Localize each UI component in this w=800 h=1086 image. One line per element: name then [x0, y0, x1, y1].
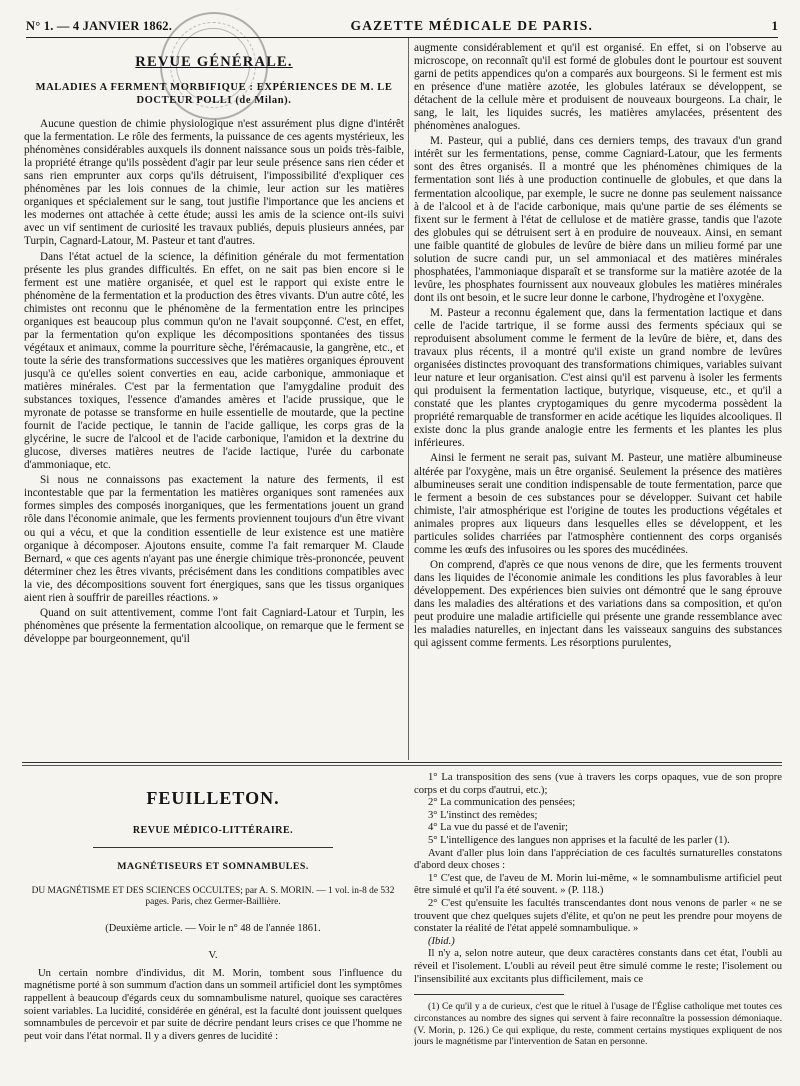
article-paragraph: M. Pasteur, qui a publié, dans ces derniers temps, des travaux d'un grand intérêt sur les fermentations, pense, comme Cagniard-Latour, que les ferments sont des êtres organisés. Il a montré que les phénomènes chimiques de la fermentation sont liés à une production continuelle de globules, et que dans la fermentation alcoolique, par exemple, le sucre ne donne pas seulement naissance à de l'alcool et à de l'acide carbonique, mais qu'une partie de ses éléments se fixent sur le ferment à l'état de cellulose et de matière grasse, tandis que l'azote des globules qui se détruisent sert à en produire de nouveaux. Ainsi, en semant une faible quantité de globules de levûre de bière dans un milieu formé par une solution de sucre candi pur, un sel ammoniacal et des matières minérales phosphatées, l'ammoniaque disparaît et se transforme sur la matière azotée de la levûre, les phosphates fournissent aux nouveaux globules les matières minérales dont ils ont besoin, et le sucre leur donne le carbone, l'hydrogène et l'oxygène. — [414, 135, 782, 304]
ibid-reference: (Ibid.) — [428, 935, 455, 947]
lucidity-item: 2° La communication des pensées; — [428, 797, 576, 809]
article-paragraph: On comprend, d'après ce que nous venons de dire, que les ferments trouvent dans les liquides de l'économie animale les conditions les plus favorables à leur développement. Des expériences bien suivies ont démontré que le sang éprouve dans les maladies des altérations et des variations dans sa composition, et qu'on peut produire une maladie artificielle qui présente une grande ressemblance avec les maladies naturelles, en injectant dans les vaisseaux sanguins des substances qui agissent comme ferments. Les résorptions purulentes, — [414, 558, 782, 650]
page-number: 1 — [771, 18, 778, 33]
issue-date: N° 1. — 4 JANVIER 1862. — [26, 19, 173, 33]
revue-left-column — [24, 42, 404, 758]
article-paragraph: augmente considérablement et qu'il est organisé. En effet, si on l'observe au microscope, on reconnaît qu'il est formé de globules dont le pourtour est souvent garni de petits appendices qu'on a comparés aux bourgeons. Si le ferment est mis en présence d'une matière azotée, les globules latéraux se développent, se détachent de la cellule mère et produisent de nouveaux bourgeons. La chair, le sang, le lait, les liquides sucrés, les matières amylacées, présentent des phénomènes analogues. — [414, 42, 782, 133]
feuilleton-point: 2° C'est qu'ensuite les facultés transcendantes dont nous venons de parler « ne se trouvent que chez quelques sujets d'élite, et qu'on ne peut les prendre pour moyens de constater la réalité de l'état appelé somnambulique. » — [414, 897, 782, 935]
section-number: V. — [208, 949, 218, 962]
article-paragraph: Aucune question de chimie physiologique n'est assurément plus digne d'intérêt que la fermentation. Le rôle des ferments, la puissance de ces agents mystérieux, les phénomènes considérables auxquels ils donnent naissance sous un poids très-faible, la propriété étrange qu'ils possèdent d'agir par leur seule présence sans rien céder et sans rien emprunter aux corps qu'ils détruisent, l'impossibilité d'expliquer ces phénomènes par les lois connues de la chimie, leur action sur les matières organiques et spécialement sur le sang, tout justifie l'importance que les anciens et les modernes ont attachée à cette étude; aussi les amis de la science ont-ils suivi avec un vif sentiment de curiosité les travaux publiés, depuis plusieurs années, par Turpin, Cagnard-Latour, M. Pasteur et tant d'autres. — [24, 118, 404, 248]
lucidity-item: 4° La vue du passé et de l'avenir; — [428, 822, 568, 834]
feuilleton-rubric: REVUE MÉDICO-LITTÉRAIRE. — [132, 824, 294, 836]
newspaper-title: GAZETTE MÉDICALE DE PARIS. — [350, 18, 594, 33]
section-divider — [22, 762, 782, 763]
feuilleton-paragraph: Il n'y a, selon notre auteur, que deux caractères constants dans cet état, l'oubli au réveil et l'isolement. L'oubli au réveil peut être simulé comme le reste; l'isolement ou l'insensibilité aux excitants plus difficilement, mais ce — [414, 948, 782, 985]
short-rule — [93, 847, 333, 848]
feuilleton-paragraph: Un certain nombre d'individus, dit M. Morin, tombent sous l'influence du magnétisme porté à son summum d'action dans un sommeil artificiel dont les symptômes rappellent à beaucoup d'égards ceux du somnambulisme naturel, quoique ses caractères soient variables. La lucidité, considérée en général, est la faculté dont jouissent quelques somnambules de percevoir et par suite de décrire pendant leurs crises ce que l'homme ne peut voir dans l'état normal. Il y a divers genres de lucidité : — [24, 967, 402, 1042]
column-rule — [408, 38, 409, 760]
feuilleton-heading: MAGNÉTISEURS ET SOMNAMBULES. — [117, 861, 309, 873]
revue-right-column — [414, 42, 782, 758]
lucidity-item: 3° L'instinct des remèdes; — [428, 809, 538, 821]
lucidity-item: 5° L'intelligence des langues non apprises et la faculté de les parler (1). — [428, 834, 730, 846]
footnote-rule — [414, 994, 564, 995]
section-title: REVUE GÉNÉRALE. — [135, 54, 293, 70]
lucidity-item: 1° La transposition des sens (vue à travers les corps opaques, vue de son propre corps et du corps d'autrui, etc.); — [414, 772, 782, 796]
book-reference: DU MAGNÉTISME ET DES SCIENCES OCCULTES; par A. S. MORIN. — 1 vol. in-8 de 532 pages. Paris, chez Germer-Baillière. — [31, 885, 395, 908]
feuilleton-paragraph: Avant d'aller plus loin dans l'appréciation de ces facultés surnaturelles constatons d'abord deux choses : — [414, 847, 782, 872]
article-note: (Deuxième article. — Voir le n° 48 de l'année 1861. — [105, 922, 321, 934]
article-paragraph: Quand on suit attentivement, comme l'ont fait Cagniard-Latour et Turpin, les phénomènes que présente la fermentation alcoolique, on remarque que le ferment se développe par bourgeonnement, qu'il — [24, 606, 404, 645]
feuilleton-title: FEUILLETON. — [146, 788, 280, 808]
feuilleton-right-column — [414, 772, 782, 1082]
article-paragraph: Si nous ne connaissons pas exactement la nature des ferments, il est incontestable que par la fermentation les matières organiques sont ramenées aux formes simples des composés inorganiques, que les fermentations jouent un grand rôle dans l'économie animale, que les ferments proviennent toujours d'un être vivant ou qui a vécu, et que la condition essentielle de leur existence est une matière organique à décomposer. Ajoutons ensuite, comme l'a fait remarquer M. Claude Bernard, « que ces agents n'ayant pas une énergie chimique très-prononcée, peuvent déterminer chez les êtres vivants, précisément dans les conditions compatibles avec la vie, des décompositions souvent fort énergiques, sans que les tissus organiques aient rien à souffrir de pareilles réactions. » — [24, 474, 404, 604]
article-paragraph: Ainsi le ferment ne serait pas, suivant M. Pasteur, une matière albumineuse altérée par l'oxygène, mais un être organisé. Seulement la présence des matières albumineuses serait une condition indispensable de toute fermentation, parce que le ferment a besoin de ces substances pour se développer. Suivant cet habile chimiste, l'air atmosphérique est l'origine de toutes les productions végétales et animales propres aux liqueurs dans lesquelles elles se développent, et les particules solides charriées par l'atmosphère contiennent des corps organisés comme les œufs des infusoires ou les spores des mucédinées. — [414, 452, 782, 556]
article-paragraph: Dans l'état actuel de la science, la définition générale du mot fermentation présente les plus grandes difficultés. En effet, on ne sait pas bien encore si le ferment est une matière organisée, et quel est le rapport qui existe entre le phénomène de la fermentation et la production des êtres vivants. D'un autre côté, les chimistes ont reconnu que le phénomène de la fermentation entre les principes organiques est beaucoup plus commun qu'on ne l'avait soupçonné. C'est, en effet, par la fermentation qu'on explique les décompositions spontanées des tissus végétaux et animaux, comme la pourriture sèche, l'érémacausie, la gangrène, etc., et toute la série des transformations successives que les matières organiques éprouvent jusqu'à ce qu'elles soient converties en eau, acide carbonique, ammoniaque et matières minérales. C'est par la fermentation que l'amygdaline produit des substances toxiques, l'essence d'amandes amères et l'acide prussique, que le myronate de potasse se transforme en huile essentielle de moutarde, que la pectine fournit de l'acide pectique, le tannin de l'acide gallique, les corps gras de la glycérine, le sucre de l'alcool et de l'acide carbonique, l'amidon et la dextrine du glucose, diverses matières neutres de l'acide lactique, l'urée du carbonate d'ammoniaque, etc. — [24, 250, 404, 472]
footnote: (1) Ce qu'il y a de curieux, c'est que le rituel à l'usage de l'Église catholique met toutes ces circonstances au nombre des signes qui servent à faire reconnaître la possession démoniaque. (V. Morin, p. 126.) Ce qui explique, du reste, comment certains mystiques expliquent de nos jours le magnétisme par l'intervention de Satan en personne. — [414, 1001, 782, 1048]
masthead — [26, 8, 778, 38]
article-paragraph: M. Pasteur a reconnu également que, dans la fermentation lactique et dans celle de l'acide tartrique, il se forme aussi des ferments spéciaux qui se reproduisent absolument comme le ferment de la levûre de bière, et, dans des travaux plus récents, il a montré qu'il existe un grand nombre de levûres organisées distinctes provoquant des transformations chimiques, variables suivant leur nature et leur organisation. C'est ainsi qu'il est parvenu à isoler les ferments qui produisent la fermentation lactique, butyrique, visqueuse, etc., et qu'il a constaté que les plantes cryptogamiques du genre mycoderma possèdent la propriété remarquable de transformer en acide acétique les liquides alcooliques. Il existe donc la plus grande analogie entre les ferments et les plantes les plus inférieures. — [414, 306, 782, 450]
feuilleton-point: 1° C'est que, de l'aveu de M. Morin lui-même, « le somnambulisme artificiel peut être simulé et qu'il l'a été souvent. » (P. 118.) — [414, 872, 782, 897]
section-divider-thin — [22, 765, 782, 766]
feuilleton-left-column — [24, 772, 402, 1082]
section-subtitle: MALADIES A FERMENT MORBIFIQUE : EXPÉRIENCES DE M. LE DOCTEUR POLLI (de Milan). — [35, 82, 393, 107]
